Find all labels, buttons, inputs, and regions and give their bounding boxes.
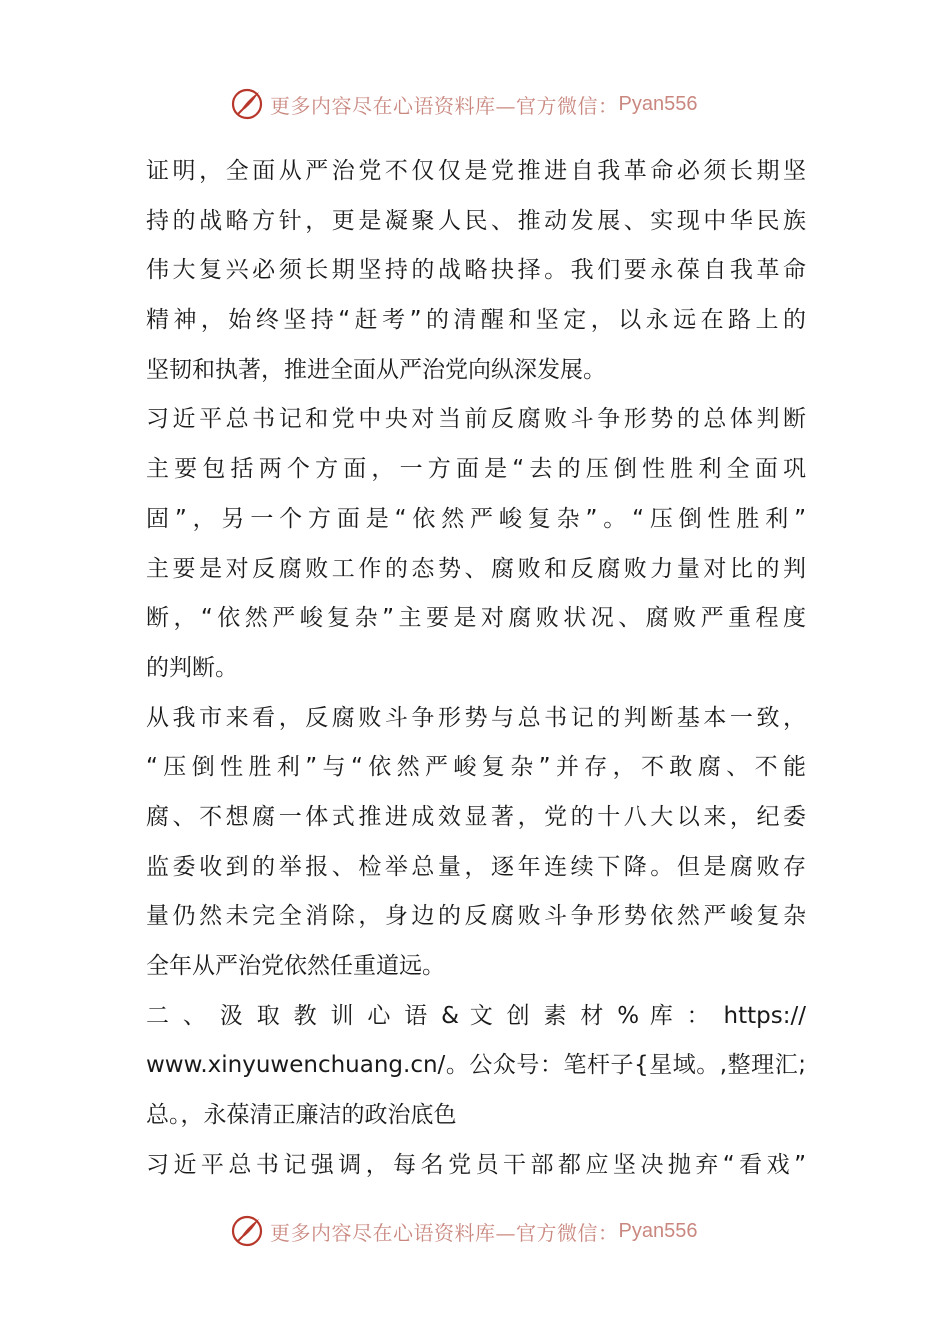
text-line: “压倒性胜利”与“依然严峻复杂”并存，不敢腐、不能 <box>146 754 806 781</box>
paragraph-4 <box>146 1141 806 1191</box>
text-line: 断，“依然严峻复杂”主要是对腐败状况、腐败严重程度 <box>146 605 806 632</box>
text-line: 主要是对反腐败工作的态势、腐败和反腐败力量对比的判 <box>146 555 806 582</box>
paragraph-2 <box>146 395 806 693</box>
footer-watermark-text: 更多内容尽在心语资料库—官方微信： <box>270 1220 619 1245</box>
header-watermark <box>230 84 697 124</box>
header-watermark-text: 更多内容尽在心语资料库—官方微信： <box>270 93 619 118</box>
header-watermark-id: Pyan556 <box>618 92 698 115</box>
text-line: 坚韧和执著，推进全面从严治党向纵深发展。 <box>146 356 606 383</box>
text-line: 腐、不想腐一体式推进成效显著，党的十八大以来，纪委 <box>146 803 806 830</box>
text-line: 伟大复兴必须长期坚持的战略抉择。我们要永葆自我革命 <box>146 257 806 284</box>
text-line: 从我市来看，反腐败斗争形势与总书记的判断基本一致， <box>146 704 806 731</box>
text-line: 精神，始终坚持“赶考”的清醒和坚定，以永远在路上的 <box>146 307 806 334</box>
text-line: 习近平总书记和党中央对当前反腐败斗争形势的总体判断 <box>146 406 806 433</box>
text-line: www.xinyuwenchuang.cn/。公众号：笔杆子{星域。,整理汇; <box>146 1052 806 1079</box>
quill-logo-icon <box>230 1214 264 1248</box>
text-line: 总。，永葆清正廉洁的政治底色 <box>146 1102 457 1129</box>
text-line: 证明，全面从严治党不仅仅是党推进自我革命必须长期坚 <box>146 158 806 184</box>
text-line: 的判断。 <box>146 654 238 681</box>
text-line: 主要包括两个方面，一方面是“去的压倒性胜利全面巩 <box>146 456 806 483</box>
document-body <box>146 147 806 1190</box>
text-line: 固”，另一个方面是“依然严峻复杂”。“压倒性胜利” <box>146 505 806 532</box>
footer-watermark <box>230 1211 697 1251</box>
text-line: 量仍然未完全消除，身边的反腐败斗争形势依然严峻复杂 <box>146 903 806 930</box>
section-heading-2 <box>146 992 806 1141</box>
footer-watermark-id: Pyan556 <box>618 1219 698 1242</box>
quill-logo-icon <box>230 87 264 121</box>
paragraph-1 <box>146 147 806 395</box>
text-line: 全年从严治党依然任重道远。 <box>146 953 445 979</box>
text-line: 二 、 汲 取 教 训 心 语 & 文 创 素 材 % 库 ： https:// <box>146 1002 806 1029</box>
text-line: 监委收到的举报、检举总量，逐年连续下降。但是腐败存 <box>146 853 806 880</box>
paragraph-3 <box>146 694 806 992</box>
text-line: 持的战略方针，更是凝聚人民、推动发展、实现中华民族 <box>146 207 806 234</box>
text-line: 习近平总书记强调，每名党员干部都应坚决抛弃“看戏” <box>146 1151 806 1178</box>
